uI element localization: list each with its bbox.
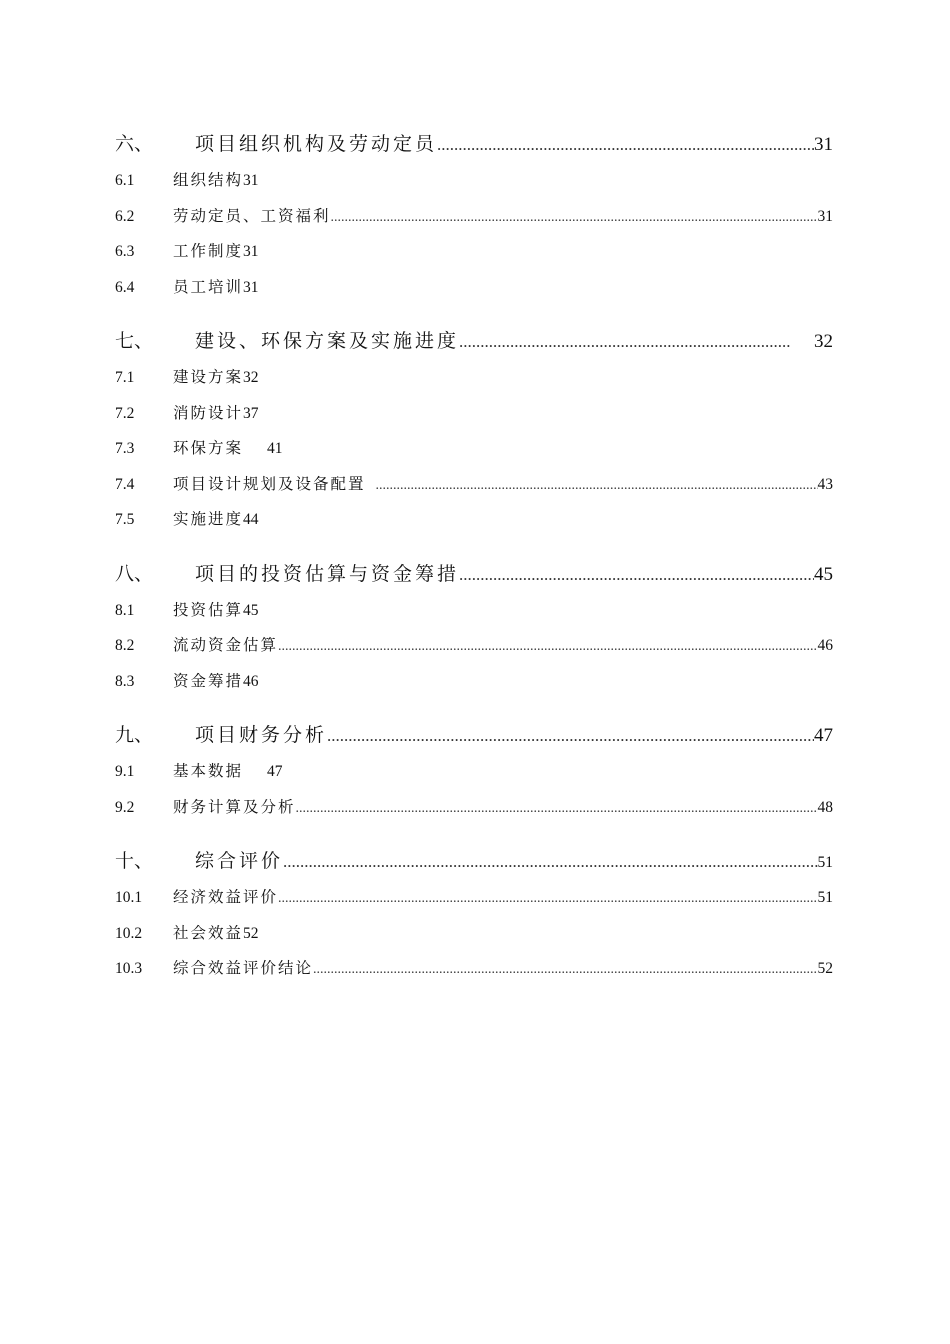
toc-sub-entry[interactable] (115, 880, 833, 916)
toc-sub-entry[interactable] (115, 593, 833, 629)
toc-chapter-entry[interactable] (115, 126, 833, 163)
chapter-title: 项目财务分析 (195, 724, 328, 746)
toc-sub-entry[interactable] (115, 270, 833, 306)
toc-section-10 (115, 843, 833, 987)
page-number: 32 (814, 331, 833, 352)
entry-number: 9.1 (115, 763, 135, 780)
entry-number: 6.3 (115, 243, 135, 260)
entry-number: 9.2 (115, 798, 135, 816)
entry-title: 环保方案 (173, 439, 244, 457)
page-number: 47 (267, 763, 283, 780)
page-number: 46 (243, 672, 259, 690)
toc-chapter-entry[interactable] (115, 717, 833, 754)
page-number: 32 (243, 369, 259, 386)
toc-chapter-entry[interactable] (115, 323, 833, 360)
chapter-title: 项目组织机构及劳动定员 (195, 133, 438, 155)
page-number: 44 (243, 511, 259, 528)
entry-number: 8.3 (115, 672, 135, 690)
toc-sub-entry[interactable] (115, 234, 833, 270)
page-number: 31 (814, 134, 833, 155)
dot-leader (459, 323, 790, 360)
entry-number: 7.5 (115, 511, 135, 528)
toc-chapter-entry[interactable] (115, 556, 833, 593)
toc-sub-entry[interactable] (115, 790, 833, 826)
dot-leader (296, 791, 818, 827)
toc-section-9 (115, 717, 833, 825)
toc-sub-entry[interactable] (115, 199, 833, 235)
chapter-number: 六、 (115, 134, 154, 155)
page-number: 45 (243, 601, 259, 619)
entry-title: 资金筹措 (173, 671, 244, 690)
dot-leader (331, 200, 818, 236)
toc-sub-entry[interactable] (115, 502, 833, 538)
chapter-number: 八、 (115, 563, 154, 585)
dot-leader (327, 717, 814, 754)
entry-number: 7.3 (115, 440, 135, 457)
entry-title: 劳动定员、工资福利 (173, 206, 331, 225)
toc-sub-entry[interactable] (115, 951, 833, 987)
chapter-title: 项目的投资估算与资金筹措 (195, 562, 460, 585)
toc-section-6 (115, 126, 833, 305)
page-number: 46 (817, 637, 833, 654)
entry-title: 建设方案 (173, 368, 244, 386)
entry-title: 组织结构 (173, 171, 244, 189)
entry-number: 6.2 (115, 207, 135, 225)
toc-chapter-entry[interactable] (115, 843, 833, 880)
entry-title: 经济效益评价 (173, 888, 279, 906)
toc-sub-entry[interactable] (115, 916, 833, 952)
toc-section-8 (115, 556, 833, 700)
page-number: 51 (817, 854, 833, 871)
page-number: 48 (817, 798, 833, 816)
dot-leader (278, 881, 817, 917)
page-number: 51 (817, 889, 833, 906)
page-number: 31 (243, 278, 259, 296)
entry-title: 工作制度 (173, 242, 244, 260)
entry-title: 员工培训 (173, 277, 244, 296)
entry-title: 消防设计 (173, 403, 244, 422)
dot-leader (283, 843, 817, 880)
entry-number: 7.2 (115, 404, 135, 422)
toc-sub-entry[interactable] (115, 360, 833, 396)
dot-leader (313, 952, 817, 988)
page-number: 31 (817, 207, 833, 225)
page-number: 41 (267, 440, 283, 457)
page-number: 47 (814, 725, 833, 746)
entry-number: 7.4 (115, 475, 135, 493)
chapter-title: 建设、环保方案及实施进度 (195, 330, 460, 352)
entry-title: 基本数据 (173, 762, 244, 780)
entry-number: 6.1 (115, 172, 135, 189)
entry-title: 投资估算 (173, 600, 244, 619)
toc-sub-entry[interactable] (115, 396, 833, 432)
entry-title: 综合效益评价结论 (173, 959, 314, 977)
page-number: 45 (814, 563, 833, 585)
entry-number: 10.1 (115, 889, 143, 906)
page-number: 37 (243, 404, 259, 422)
page-number: 52 (817, 960, 833, 977)
entry-number: 6.4 (115, 278, 135, 296)
entry-number: 8.1 (115, 601, 135, 619)
entry-number: 10.3 (115, 960, 143, 977)
entry-title: 流动资金估算 (173, 636, 279, 654)
toc-sub-entry[interactable] (115, 163, 833, 199)
entry-number: 7.1 (115, 369, 135, 386)
entry-number: 10.2 (115, 924, 143, 942)
dot-leader (437, 126, 814, 163)
dot-leader (278, 629, 817, 665)
page-number: 31 (243, 172, 259, 189)
page-number: 31 (243, 243, 259, 260)
toc-section-7 (115, 323, 833, 538)
toc-sub-entry[interactable] (115, 431, 833, 467)
entry-number: 8.2 (115, 637, 135, 654)
toc-sub-entry[interactable] (115, 628, 833, 664)
dot-leader (376, 468, 818, 504)
chapter-title: 综合评价 (195, 850, 284, 872)
page-number: 43 (817, 475, 833, 493)
entry-title: 财务计算及分析 (173, 797, 296, 816)
table-of-contents (115, 126, 833, 1005)
chapter-number: 十、 (115, 851, 154, 872)
toc-sub-entry[interactable] (115, 664, 833, 700)
entry-title: 项目设计规划及设备配置 (173, 474, 366, 493)
toc-sub-entry[interactable] (115, 467, 833, 503)
chapter-number: 七、 (115, 331, 154, 352)
dot-leader (459, 556, 814, 593)
entry-title: 社会效益 (173, 923, 244, 942)
toc-sub-entry[interactable] (115, 754, 833, 790)
entry-title: 实施进度 (173, 510, 244, 528)
page-number: 52 (243, 924, 259, 942)
chapter-number: 九、 (115, 725, 154, 746)
